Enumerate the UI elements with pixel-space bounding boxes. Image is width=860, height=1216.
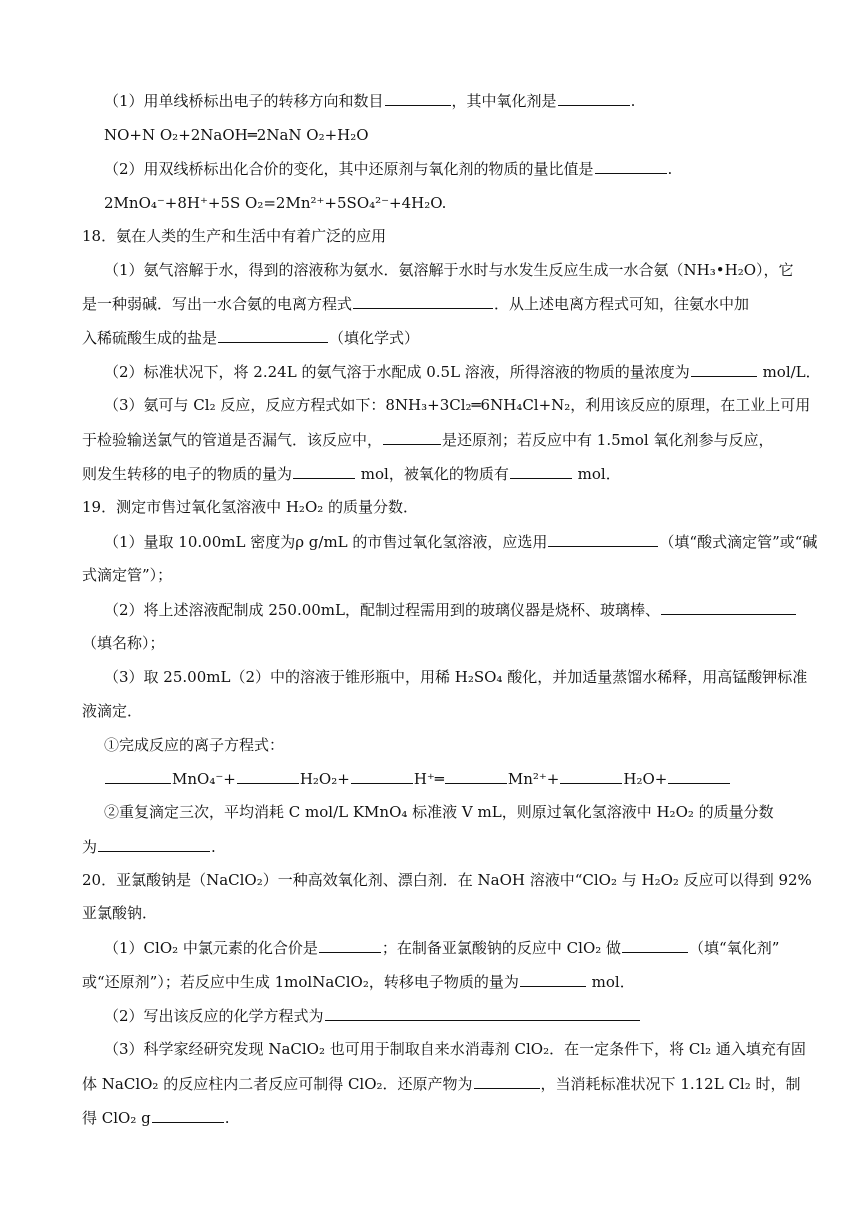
text: 为	[82, 838, 98, 856]
text-line: 液滴定．	[82, 702, 143, 720]
text: H₂O₂+	[299, 770, 350, 788]
text: 或“还原剂”）；若反应中生成 1molNaClO₂，转移电子物质的量为	[82, 973, 519, 991]
text: （1）ClO₂ 中氯元素的化合价是	[104, 939, 318, 957]
text-line: 亚氯酸钠．	[82, 904, 158, 922]
text: .	[630, 92, 636, 110]
answer-blank[interactable]	[595, 158, 667, 174]
answer-blank[interactable]	[510, 463, 572, 479]
answer-blank[interactable]	[218, 327, 328, 343]
answer-blank[interactable]	[105, 768, 171, 784]
answer-blank[interactable]	[319, 937, 381, 953]
text: mol，被氧化的物质有	[360, 465, 509, 483]
answer-blank[interactable]	[445, 768, 507, 784]
line-8	[82, 327, 419, 348]
text: Mn²⁺+	[507, 770, 560, 788]
answer-blank[interactable]	[558, 90, 630, 106]
text-line: ①完成反应的离子方程式：	[104, 736, 285, 754]
text-line: （填名称）；	[82, 634, 165, 652]
text: .	[211, 838, 216, 856]
question-heading: 18．氨在人类的生产和生活中有着广泛的应用	[82, 227, 387, 245]
line-9	[104, 361, 821, 382]
text: .	[224, 1109, 230, 1127]
text: 体 NaClO₂ 的反应柱内二者反应可制得 ClO₂．还原产物为	[82, 1075, 473, 1093]
answer-blank[interactable]	[325, 1005, 640, 1021]
text: 则发生转移的电子的物质的量为	[82, 465, 293, 483]
text: （2）将上述溶液配制成 250.00mL，配制过程需用到的玻璃仪器是烧杯、玻璃棒、	[104, 601, 660, 619]
text: ，其中氧化剂是	[451, 92, 557, 110]
answer-blank[interactable]	[237, 768, 299, 784]
text: （2）标准状况下，将 2.24L 的氨气溶于水配成 0.5L 溶液，所得溶液的物质的量浓度为	[104, 363, 690, 381]
text: mol．	[577, 465, 621, 483]
question-heading: 19．测定市售过氧化氢溶液中 H₂O₂ 的质量分数．	[82, 498, 419, 516]
text: （2）用双线桥标出化合价的变化，其中还原剂与氧化剂的物质的量比值是	[104, 160, 594, 178]
equation: 2MnO₄⁻+8H⁺+5S O₂=2Mn²⁺+5SO₄²⁻+4H₂O.	[104, 194, 447, 212]
text-line: （3）科学家经研究发现 NaClO₂ 也可用于制取自来水消毒剂 ClO₂．在一定条件下，将 Cl₂ 通入填充有固	[104, 1040, 806, 1058]
answer-blank[interactable]	[560, 768, 622, 784]
text: ；在制备亚氯酸钠的反应中 ClO₂ 做	[381, 939, 622, 957]
text: mol．	[591, 973, 635, 991]
line-28	[104, 1005, 641, 1026]
line-23	[82, 836, 216, 857]
answer-blank[interactable]	[351, 768, 413, 784]
line-7	[82, 293, 749, 314]
text: （1）量取 10.00mL 密度为ρ g/mL 的市售过氧化氢溶液，应选用	[104, 533, 548, 551]
answer-blank[interactable]	[353, 293, 493, 309]
text: 是一种弱碱．写出一水合氨的电离方程式	[82, 295, 353, 313]
line-30	[82, 1073, 801, 1094]
line-26	[104, 937, 779, 958]
text-line: （3）取 25.00mL（2）中的溶液于锥形瓶中，用稀 H₂SO₄ 酸化，并加适量蒸馏水稀释，用高锰酸钾标准	[104, 668, 808, 686]
text: 得 ClO₂ g	[82, 1109, 151, 1127]
line-12	[82, 463, 621, 484]
line-31	[82, 1107, 230, 1128]
text-line: （3）氨可与 Cl₂ 反应，反应方程式如下：8NH₃+3Cl₂═6NH₄Cl+N₂，利用该反应的原理，在工业上可用	[104, 396, 811, 414]
line-14	[104, 531, 817, 552]
text: （填化学式）	[329, 329, 420, 347]
text: （填“氧化剂”	[689, 939, 780, 957]
answer-blank[interactable]	[622, 937, 688, 953]
equation: NO+N O₂+2NaOH═2NaN O₂+H₂O	[104, 126, 369, 144]
answer-blank[interactable]	[520, 971, 586, 987]
answer-blank[interactable]	[98, 836, 210, 852]
text-line: 式滴定管”）；	[82, 566, 173, 584]
answer-blank[interactable]	[383, 429, 441, 445]
text: H⁺═	[413, 770, 444, 788]
answer-blank[interactable]	[293, 463, 355, 479]
text: H₂O+	[623, 770, 668, 788]
answer-blank[interactable]	[385, 90, 451, 106]
line-1	[104, 90, 635, 111]
text: ，当消耗标准状况下 1.12L Cl₂ 时，制	[540, 1075, 801, 1093]
answer-blank[interactable]	[152, 1107, 224, 1123]
text-line: （1）氨气溶解于水，得到的溶液称为氨水．氨溶解于水时与水发生反应生成一水合氨（NH₃•H₂O），它	[104, 261, 794, 279]
text: 入稀硫酸生成的盐是	[82, 329, 218, 347]
text: （2）写出该反应的化学方程式为	[104, 1007, 324, 1025]
text: MnO₄⁻+	[172, 770, 236, 788]
answer-blank[interactable]	[668, 768, 730, 784]
text: ．从上述电离方程式可知，往氨水中加	[494, 295, 750, 313]
line-3	[104, 158, 672, 179]
answer-blank[interactable]	[474, 1073, 540, 1089]
ionic-equation	[104, 768, 731, 789]
line-16	[104, 599, 797, 620]
text: .	[667, 160, 673, 178]
answer-blank[interactable]	[548, 531, 658, 547]
text-line: ②重复滴定三次，平均消耗 C mol/L KMnO₄ 标准液 V mL，则原过氧化氢溶液中 H₂O₂ 的质量分数	[104, 803, 774, 821]
answer-blank[interactable]	[661, 599, 796, 615]
text: mol/L．	[762, 363, 821, 381]
question-heading: 20．亚氯酸钠是（NaClO₂）一种高效氧化剂、漂白剂．在 NaOH 溶液中“ClO₂ 与 H₂O₂ 反应可以得到 92%	[82, 871, 812, 889]
text: （1）用单线桥标出电子的转移方向和数目	[104, 92, 384, 110]
text: 于检验输送氯气的管道是否漏气．该反应中，	[82, 431, 383, 449]
text: 是还原剂；若反应中有 1.5mol 氧化剂参与反应，	[442, 431, 774, 449]
line-27	[82, 971, 635, 992]
answer-blank[interactable]	[691, 361, 757, 377]
text: （填“酸式滴定管”或“碱	[659, 533, 818, 551]
line-11	[82, 429, 773, 450]
